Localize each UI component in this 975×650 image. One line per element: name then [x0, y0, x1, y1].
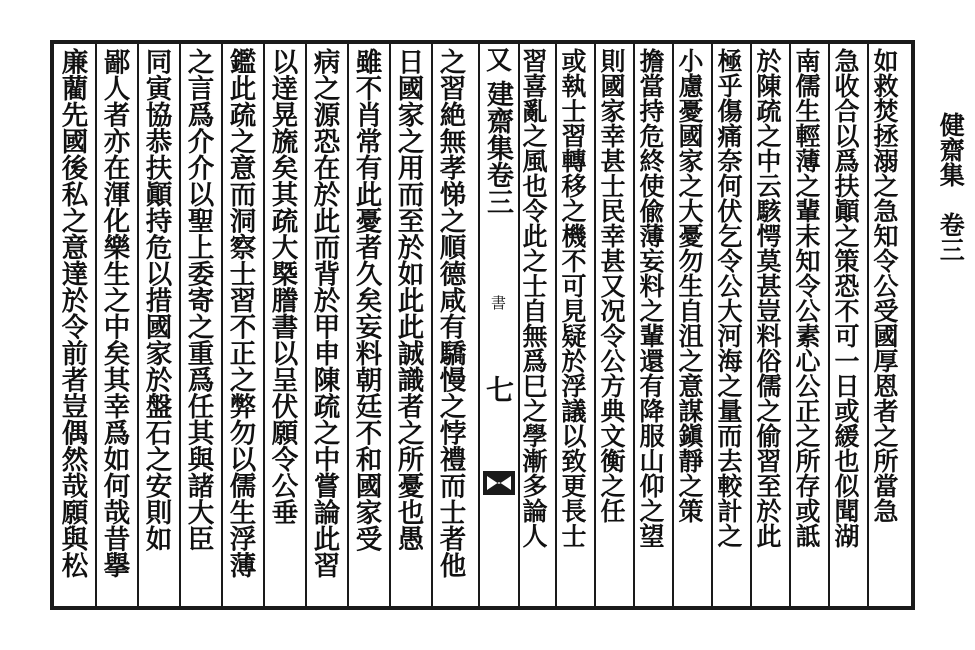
center-book-title: 建齋集卷三 — [482, 80, 513, 215]
column-rule — [594, 44, 596, 606]
text-column: 以逹晃旒矣其疏大槩謄書以呈伏願令公垂 — [266, 48, 298, 525]
column-rule — [305, 44, 307, 606]
text-column: 之習絶無孝悌之順德咸有驕慢之悖禮而士者他 — [434, 48, 466, 578]
column-rule — [555, 44, 557, 606]
column-rule — [431, 44, 433, 606]
text-column: 廉藺先國後私之意達於令前者豈偶然哉願與松 — [56, 48, 88, 578]
column-rule — [789, 44, 791, 606]
column-rule — [95, 44, 97, 606]
text-column: 於陳疏之中云駭愕莫甚豈料俗儒之偷習至於此 — [753, 48, 782, 548]
fish-tail-icon — [481, 468, 517, 498]
text-column: 鄙人者亦在渾化樂生之中矣其幸爲如何哉昔擧 — [98, 48, 130, 578]
text-column: 習喜亂之風也令此之士自無爲巳之學漸多論人 — [519, 48, 548, 548]
text-column: 病之源恐在於此而背於甲申陳疏之中嘗論此習 — [308, 48, 340, 578]
center-small-label: 書 — [489, 295, 507, 310]
column-rule — [672, 44, 674, 606]
margin-book-title: 健齋集 卷三 — [936, 112, 966, 262]
text-column: 如救焚拯溺之急知令公受國厚恩者之所當急 — [870, 48, 899, 523]
text-column: 之言爲介介以聖上委寄之重爲任其與諸大臣 — [182, 48, 214, 552]
center-top-mark: 又 — [485, 46, 512, 76]
column-rule — [137, 44, 139, 606]
text-column: 或執士習轉移之機不可見疑於浮議以致更長士 — [558, 48, 587, 548]
text-column: 同寅協恭扶顚持危以措國家於盤石之安則如 — [140, 48, 172, 552]
column-rule — [263, 44, 265, 606]
column-rule — [750, 44, 752, 606]
text-column: 雖不肖常有此憂者久矣妄料朝廷不和國家受 — [350, 48, 382, 552]
column-rule — [633, 44, 635, 606]
text-column: 小慮憂國家之大憂勿生自沮之意謀鎭靜之策 — [675, 48, 704, 523]
folio-number: 七 — [482, 375, 515, 403]
text-column: 鑑此疏之意而洞察士習不正之弊勿以儒生浮薄 — [224, 48, 256, 578]
text-column: 擔當持危終使偸薄妄料之輩還有降服山仰之望 — [636, 48, 665, 548]
column-rule — [711, 44, 713, 606]
column-rule — [221, 44, 223, 606]
column-rule — [347, 44, 349, 606]
column-rule — [828, 44, 830, 606]
column-rule — [389, 44, 391, 606]
text-column: 極乎傷痛奈何伏乞令公大河海之量而去較計之 — [714, 48, 743, 548]
text-column: 急收合以爲扶顚之策恐不可一日或緩也似聞湖 — [831, 48, 860, 548]
text-column: 南儒生輕薄之輩末知令公素心公正之所存或詆 — [792, 48, 821, 548]
text-column: 日國家之用而至於如此此誠識者之所憂也愚 — [392, 48, 424, 552]
column-rule — [867, 44, 869, 606]
column-rule — [179, 44, 181, 606]
text-column: 則國家幸甚士民幸甚又况令公方典文衡之任 — [597, 48, 626, 523]
